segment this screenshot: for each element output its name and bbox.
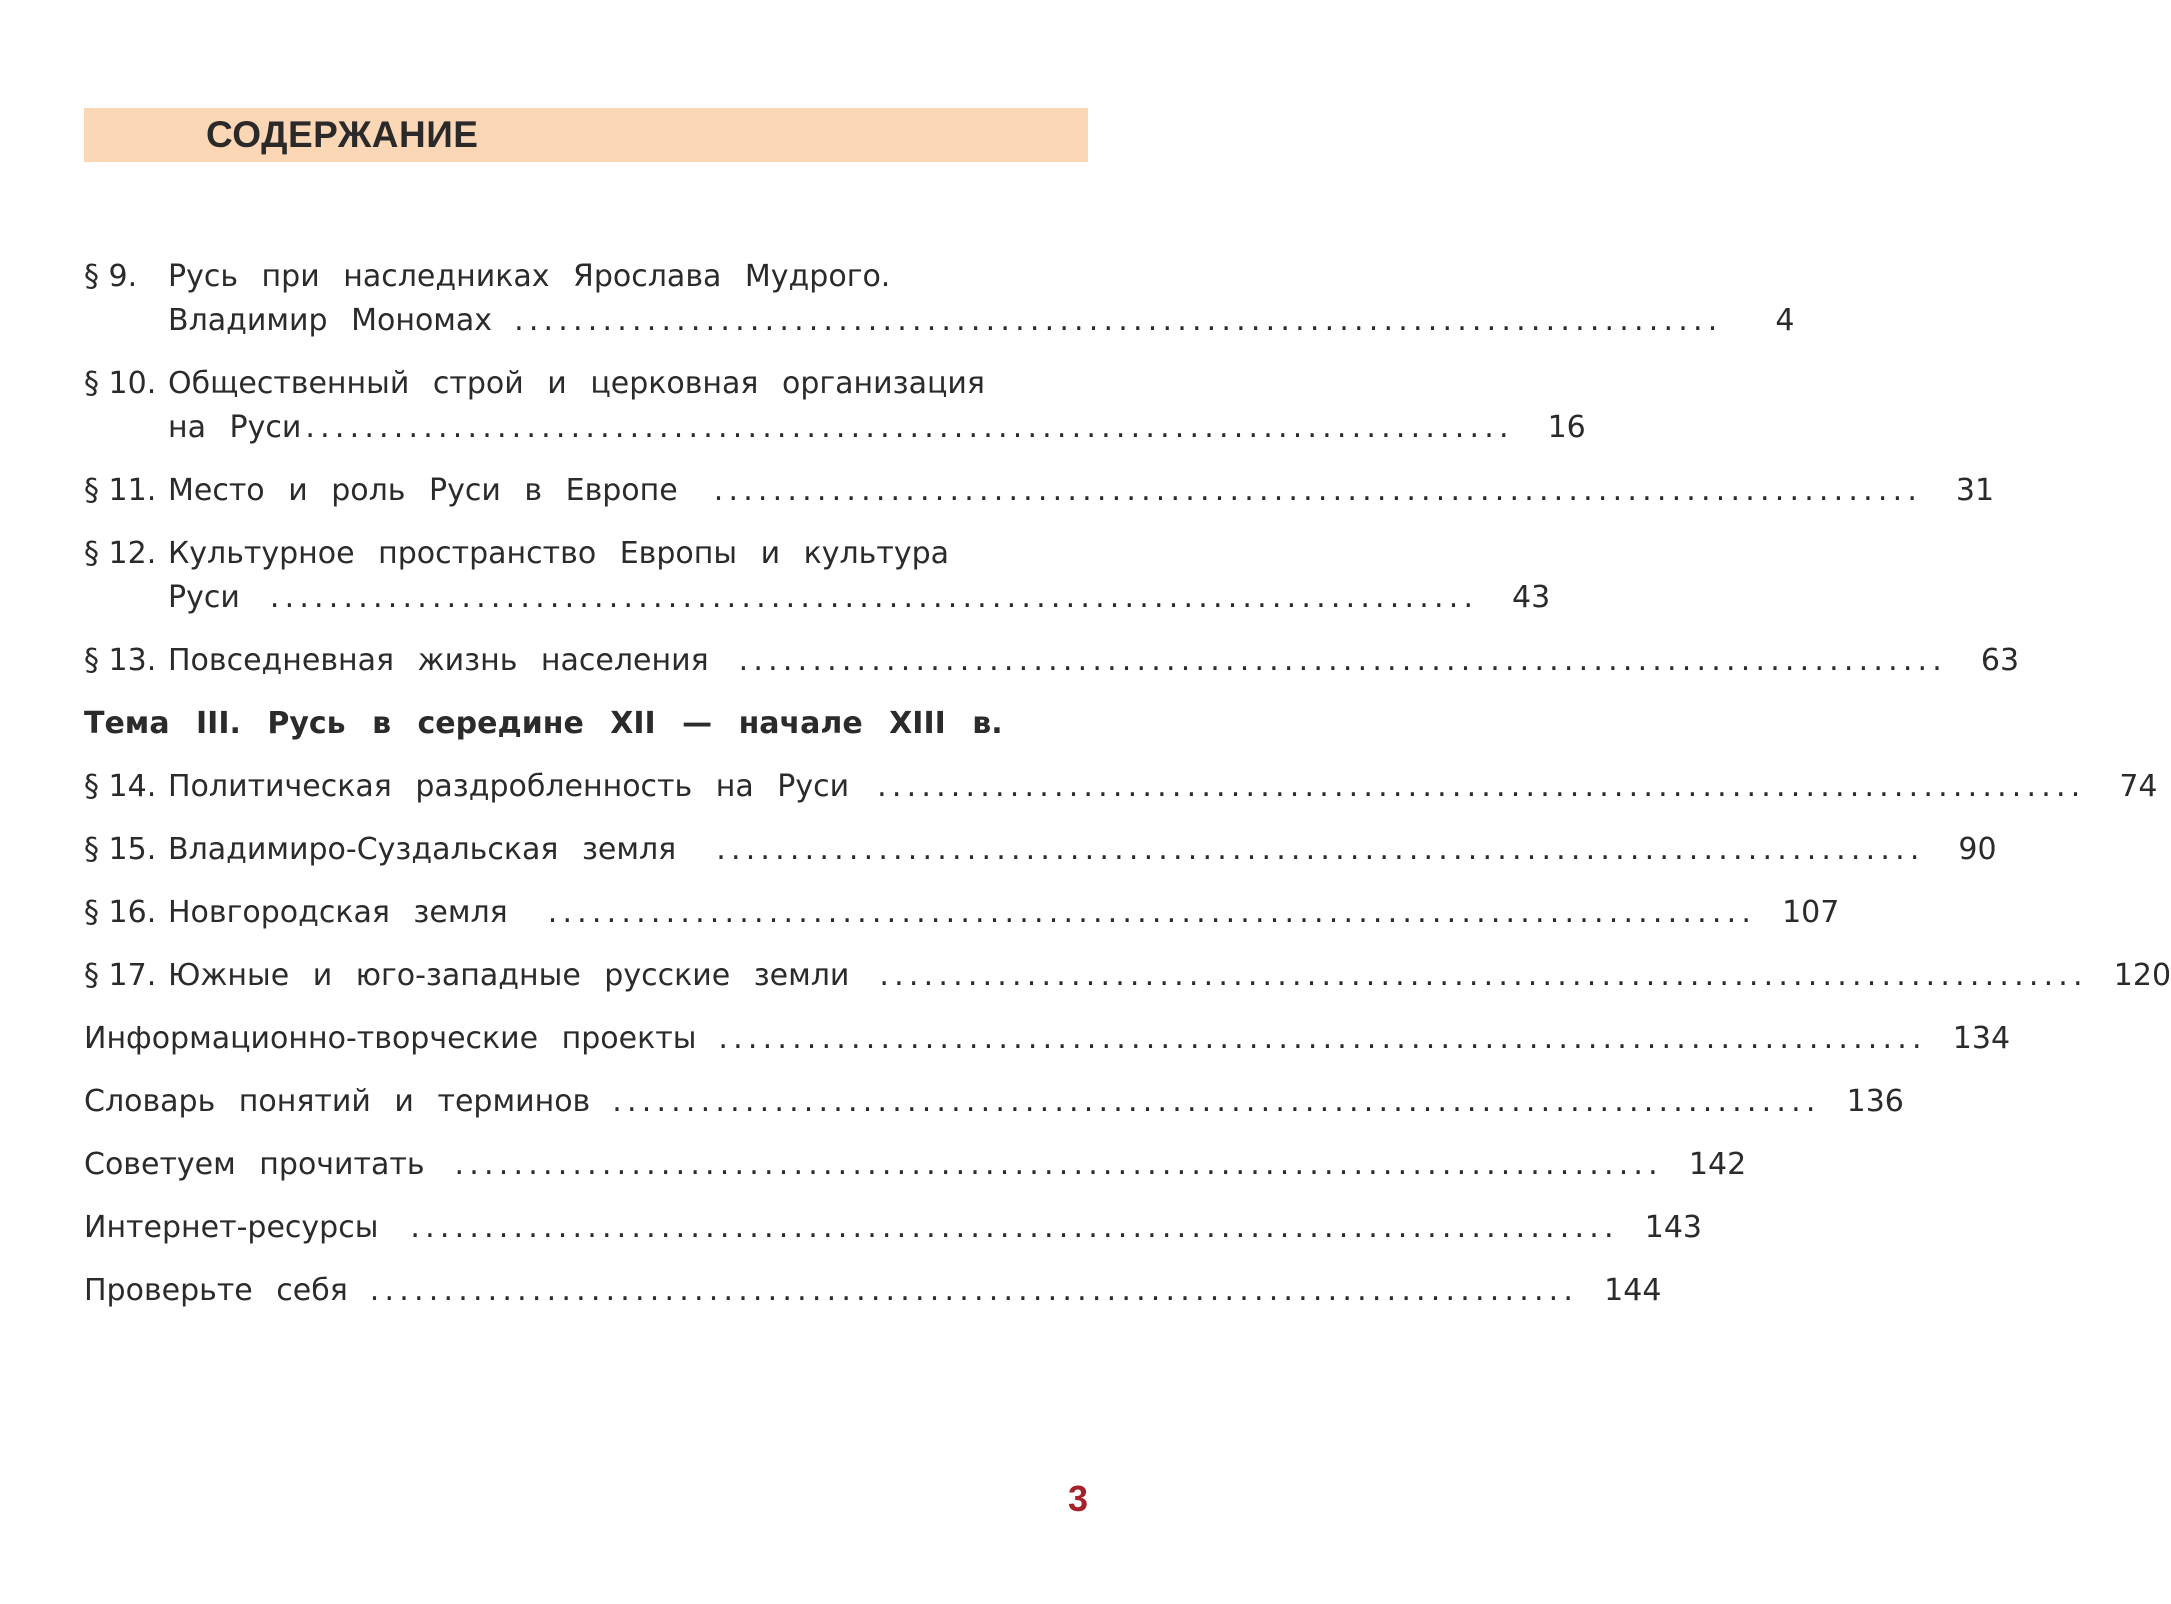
entry-number: § 16. <box>84 895 157 930</box>
entry-page: 90 <box>1958 832 1997 867</box>
toc-entry-self-check[interactable] <box>84 1269 1662 1313</box>
entry-page: 142 <box>1688 1147 1747 1182</box>
contents-heading-bar <box>84 108 1088 162</box>
entry-page: 63 <box>1980 643 2020 678</box>
page-number: 3 <box>1067 1478 1088 1519</box>
theme-heading: Тема III. Русь в середине XII — начале XIII в. <box>84 706 1003 741</box>
toc-entry-14[interactable] <box>84 765 2158 809</box>
entry-title: Культурное пространство Европы и культура <box>168 536 949 571</box>
entry-title-continued: Владимир Мономах <box>168 303 493 338</box>
entry-title: Русь при наследниках Ярослава Мудрого. <box>168 259 891 294</box>
entry-page: 144 <box>1604 1273 1662 1308</box>
dot-leader: .................................................................................. <box>877 769 2086 804</box>
dot-leader: .................................................................................. <box>738 643 1948 678</box>
entry-title: Владимиро-Суздальская земля <box>168 832 677 867</box>
entry-page: 120 <box>2113 958 2171 993</box>
entry-page: 31 <box>1955 473 1995 508</box>
entry-page: 143 <box>1644 1210 1703 1245</box>
entry-title-continued: на Руси <box>168 410 302 445</box>
entry-title: Место и роль Руси в Европе <box>168 473 678 508</box>
entry-number: § 13. <box>84 643 157 678</box>
entry-title: Политическая раздробленность на Руси <box>168 769 850 804</box>
entry-title: Проверьте себя <box>84 1273 348 1308</box>
entry-page: 107 <box>1782 895 1840 930</box>
toc-entry-glossary[interactable] <box>84 1080 1904 1124</box>
dot-leader: .................................................................................. <box>718 1021 1927 1056</box>
dot-leader: .................................................................................. <box>612 1084 1821 1119</box>
toc-entry-internet[interactable] <box>84 1206 1703 1250</box>
entry-title-continued: Руси <box>168 580 240 615</box>
toc-entry-13[interactable] <box>84 639 2020 683</box>
entry-page: 74 <box>2119 769 2158 804</box>
entry-title: Новгородская земля <box>168 895 508 930</box>
dot-leader: .................................................................................. <box>369 1273 1579 1308</box>
toc-entry-9[interactable] <box>84 255 1795 343</box>
toc-entry-15[interactable] <box>84 828 1997 872</box>
entry-title: Южные и юго-западные русские земли <box>168 958 850 993</box>
dot-leader: .................................................................................. <box>269 580 1479 615</box>
dot-leader: .................................................................................. <box>514 303 1723 338</box>
entry-number: § 10. <box>84 366 157 401</box>
entry-number: § 11. <box>84 473 157 508</box>
entry-number: § 14. <box>84 769 157 804</box>
entry-title: Общественный строй и церковная организация <box>168 366 985 401</box>
entry-page: 4 <box>1775 303 1795 338</box>
dot-leader: .................................................................................. <box>547 895 1757 930</box>
table-of-contents <box>84 255 2171 1332</box>
entry-title: Советуем прочитать <box>84 1147 425 1182</box>
toc-entry-17[interactable] <box>84 954 2171 998</box>
entry-number: § 12. <box>84 536 157 571</box>
entry-title: Интернет-ресурсы <box>84 1210 379 1245</box>
entry-page: 43 <box>1512 580 1551 615</box>
entry-title: Информационно-творческие проекты <box>84 1021 697 1056</box>
toc-entry-11[interactable] <box>84 469 1995 513</box>
entry-page: 136 <box>1846 1084 1904 1119</box>
toc-entry-projects[interactable] <box>84 1017 2011 1061</box>
entry-page: 134 <box>1952 1021 2011 1056</box>
dot-leader: .................................................................................. <box>713 473 1923 508</box>
entry-title: Повседневная жизнь населения <box>168 643 709 678</box>
entry-page: 16 <box>1547 410 1586 445</box>
dot-leader: .................................................................................. <box>716 832 1925 867</box>
entry-number: § 17. <box>84 958 157 993</box>
dot-leader: .................................................................................. <box>305 410 1514 445</box>
toc-entry-16[interactable] <box>84 891 1840 935</box>
dot-leader: .................................................................................. <box>879 958 2088 993</box>
toc-entry-reading[interactable] <box>84 1143 1747 1187</box>
dot-leader: .................................................................................. <box>454 1147 1663 1182</box>
entry-number: § 15. <box>84 832 157 867</box>
toc-entry-12[interactable] <box>84 532 1551 620</box>
toc-entry-10[interactable] <box>84 362 1586 450</box>
contents-heading: СОДЕРЖАНИЕ <box>206 114 479 155</box>
dot-leader: .................................................................................. <box>410 1210 1619 1245</box>
entry-title: Словарь понятий и терминов <box>84 1084 591 1119</box>
entry-number: § 9. <box>84 259 138 294</box>
